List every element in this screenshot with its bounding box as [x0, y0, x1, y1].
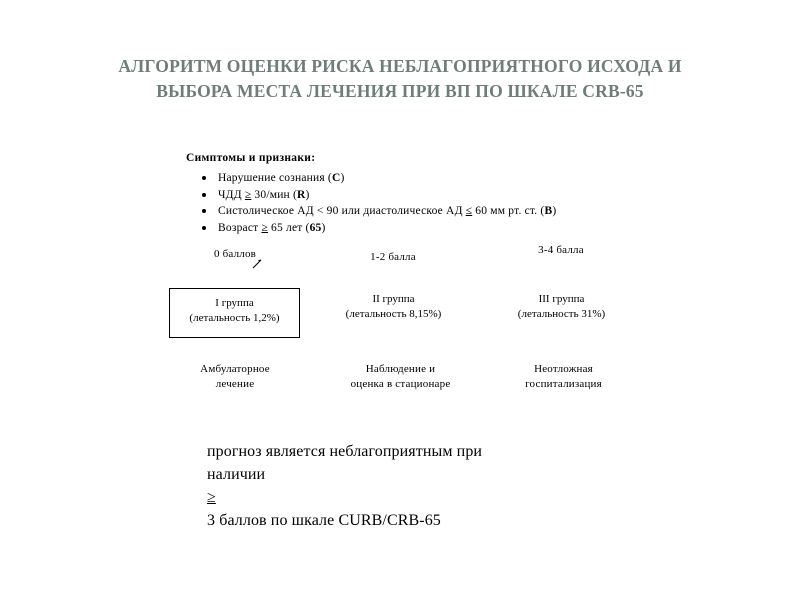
conclusion-line-2 [207, 463, 677, 532]
risk-group-name: II группа [372, 293, 415, 305]
list-item [186, 170, 626, 187]
symptom-text: ЧДД [218, 188, 245, 201]
risk-group-box-1 [169, 288, 300, 338]
conclusion-line-2-after: 3 баллов по шкале CURB/CRB-65 [207, 512, 441, 529]
bullet-icon [202, 176, 206, 180]
symptom-text-mid: 65 лет ( [267, 221, 310, 234]
risk-group-mortality: (летальность 8,15%) [345, 308, 442, 320]
risk-group-name: I группа [215, 297, 254, 309]
symptom-code: C [331, 172, 341, 184]
symptom-code: B [544, 205, 553, 217]
list-item [186, 220, 626, 237]
symptom-text-tail: ) [305, 188, 310, 201]
greater-equal-symbol: ≥ [207, 489, 216, 506]
treatment-line-1: Амбулаторное [200, 363, 270, 375]
score-label-group-2: 1-2 балла [370, 251, 416, 263]
conclusion-line-1: прогноз является неблагоприятным при [207, 443, 483, 460]
risk-group-mortality: (летальность 31%) [517, 308, 606, 320]
conclusion-text [207, 440, 677, 532]
less-equal-symbol: ≤ [465, 205, 473, 217]
treatment-line-2: оценка в стационаре [350, 378, 451, 390]
symptom-code: 65 [309, 221, 322, 234]
risk-group-box-3 [496, 292, 627, 322]
symptom-text-tail: ) [552, 205, 557, 217]
list-item [186, 203, 626, 220]
treatment-label-group-1 [170, 362, 300, 392]
arrow-icon [252, 259, 264, 269]
bullet-icon [202, 193, 206, 197]
conclusion-line-2-before: наличии [207, 466, 266, 483]
page-title-line-1: АЛГОРИТМ ОЦЕНКИ РИСКА НЕБЛАГОПРИЯТНОГО ИСХОДА И [118, 56, 682, 76]
treatment-line-1: Наблюдение и [365, 363, 436, 375]
list-item [186, 187, 626, 204]
treatment-label-group-3 [496, 362, 631, 392]
symptom-text: Систолическое АД < 90 или диастолическое АД [218, 205, 466, 217]
score-label-group-3: 3-4 балла [538, 244, 584, 256]
bullet-icon [202, 209, 206, 213]
treatment-label-group-2 [328, 362, 473, 392]
score-label-group-1: 0 баллов [213, 248, 257, 260]
symptom-text-tail: ) [340, 172, 345, 184]
symptom-text: Возраст [218, 221, 262, 234]
greater-equal-symbol: ≥ [244, 188, 252, 201]
risk-group-box-2 [328, 292, 459, 322]
symptoms-list [186, 170, 626, 236]
page-title [60, 54, 740, 104]
treatment-line-2: лечение [215, 378, 255, 390]
symptom-code: R [297, 188, 306, 201]
treatment-line-1: Неотложная [534, 363, 593, 375]
symptoms-block [186, 151, 626, 236]
page-title-line-2: ВЫБОРА МЕСТА ЛЕЧЕНИЯ ПРИ ВП ПО ШКАЛЕ CRB-65 [156, 81, 644, 101]
treatment-line-2: госпитализация [525, 378, 602, 390]
symptoms-heading: Симптомы и признаки: [186, 152, 316, 164]
symptom-text-tail: ) [321, 221, 326, 234]
symptom-text: Нарушение сознания ( [218, 172, 332, 184]
symptom-text-mid: 30/мин ( [251, 188, 298, 201]
greater-equal-symbol: ≥ [261, 221, 268, 234]
bullet-icon [202, 226, 206, 230]
risk-group-mortality: (летальность 1,2%) [189, 312, 280, 324]
risk-group-name: III группа [538, 293, 585, 305]
symptom-text-mid: 60 мм рт. ст. ( [472, 205, 545, 217]
